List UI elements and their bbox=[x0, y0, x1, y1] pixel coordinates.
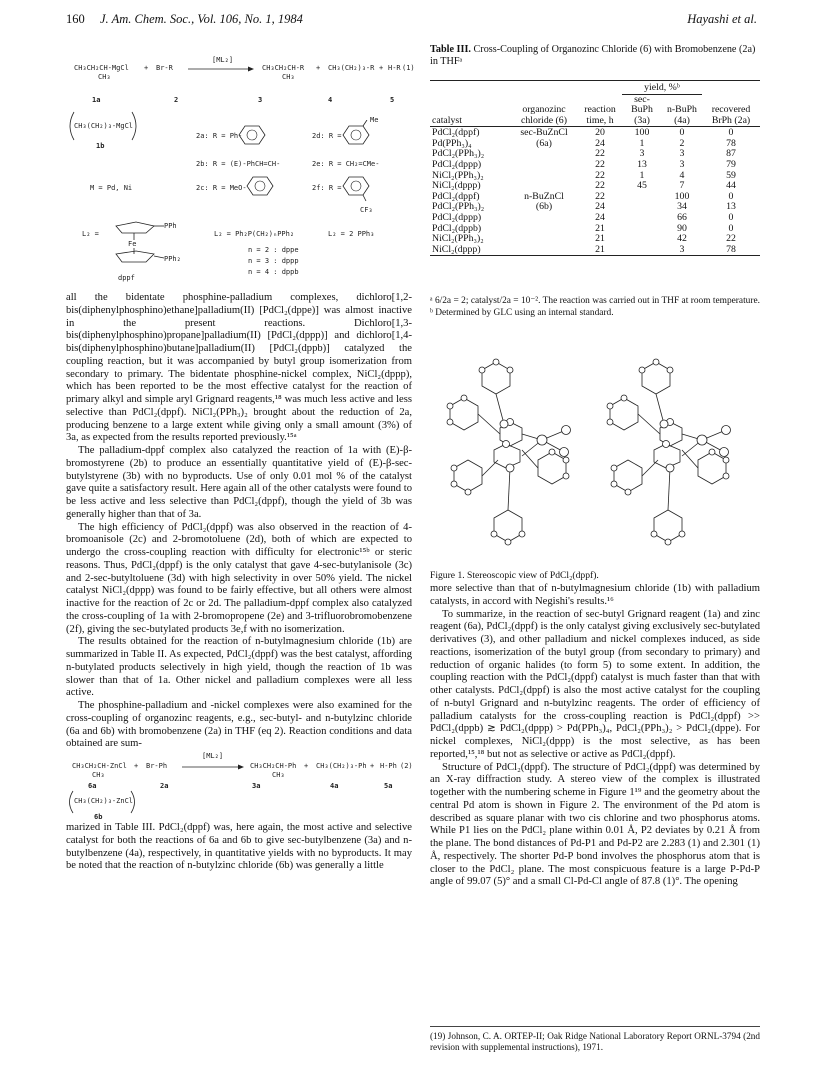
table-cell: NiCl₂(PPh₃)₂ bbox=[432, 169, 484, 181]
table-caption bbox=[430, 44, 760, 68]
table-row bbox=[430, 245, 760, 256]
table-cell: 1 bbox=[639, 137, 645, 149]
eq2-organozinc-methyl: CH₃ bbox=[92, 771, 105, 779]
table-cell bbox=[510, 149, 578, 160]
dppp-definition: n = 3 : dppp bbox=[248, 257, 299, 265]
table-cell: 34 bbox=[677, 201, 687, 213]
yield-group-header: yield, %ᵇ bbox=[622, 82, 702, 94]
r-2f: 2f: R = bbox=[312, 184, 342, 192]
iron-atom: Fe bbox=[128, 240, 137, 248]
table-cell: 22 bbox=[595, 180, 605, 192]
column-header: organozinc chloride (6) bbox=[521, 104, 567, 126]
reaction-scheme-eq2 bbox=[66, 744, 412, 820]
column-header: sec-BuPh (3a) bbox=[631, 93, 653, 126]
table-cell: 0 bbox=[728, 212, 734, 224]
table-cell: 22 bbox=[726, 233, 736, 245]
r-2c: 2c: R = MeO- bbox=[196, 184, 247, 192]
table-cell: 78 bbox=[726, 243, 736, 255]
table-cell: 87 bbox=[726, 148, 736, 160]
table-cell: 100 bbox=[634, 127, 650, 139]
table-cell: 20 bbox=[595, 127, 605, 139]
table-cell: PdCl₂(dppf) bbox=[432, 190, 480, 202]
table-cell: 0 bbox=[728, 127, 734, 139]
table-cell: 0 bbox=[679, 127, 685, 139]
table-cell: sec-BuZnCl bbox=[520, 127, 568, 139]
table-cell bbox=[622, 202, 662, 213]
table-cell: 45 bbox=[637, 180, 647, 192]
page-number: 160 bbox=[66, 12, 85, 26]
table-cell bbox=[622, 234, 662, 245]
table-cell: 90 bbox=[677, 222, 687, 234]
tolyl-ring-2d bbox=[342, 120, 372, 148]
eq2-product-reduced: H-Ph bbox=[380, 762, 397, 770]
ferrocene-structure bbox=[106, 218, 168, 270]
table-cell: (6b) bbox=[535, 201, 553, 213]
eq1-plus: + bbox=[144, 64, 149, 72]
eq2-plus: + bbox=[370, 762, 375, 770]
column-header: reaction time, h bbox=[584, 104, 616, 126]
table-footnote: ᵃ 6/2a = 2; catalyst/2a = 10⁻². The reaction was carried out in THF at room temperature. ᵇ Determined by GLC using an internal standard. bbox=[430, 296, 760, 318]
table-cell: 4 bbox=[679, 169, 685, 181]
table-cell: 21 bbox=[595, 233, 605, 245]
eq1-plus: + bbox=[379, 64, 384, 72]
l2-triphenylphosphine-label: L₂ = 2 PPh₃ bbox=[328, 230, 375, 238]
left-column-tail bbox=[66, 822, 412, 873]
table-cell: PdCl₂(dppp) bbox=[432, 159, 482, 171]
table-cell: 21 bbox=[595, 243, 605, 255]
anisyl-ring-2c bbox=[246, 175, 274, 197]
eq1-arrow bbox=[188, 65, 254, 73]
table-title: Cross-Coupling of Organozinc Chloride (6) with Bromobenzene (2a) in THFᵃ bbox=[430, 44, 756, 67]
label-2a: 2a bbox=[160, 782, 169, 790]
table-cell bbox=[510, 234, 578, 245]
table-cell: 1 bbox=[639, 169, 645, 181]
zinc-reagent-6b: CH₃(CH₂)₃-ZnCl bbox=[74, 797, 134, 805]
table-cell: 24 bbox=[595, 201, 605, 213]
table-cell bbox=[510, 160, 578, 171]
l2-diphosphine-label: L₂ = Ph₂P(CH₂)ₙPPh₂ bbox=[214, 230, 295, 238]
eq1-product-reduced: H-R bbox=[388, 64, 401, 72]
table-cell: PdCl₂(PPh₃)₂ bbox=[432, 201, 485, 213]
table-cell: 100 bbox=[674, 190, 690, 202]
eq2-product-sec: CH₃CH₂CH-Ph bbox=[250, 762, 297, 770]
ortep-drawing-right bbox=[607, 359, 731, 545]
eq2-product-sec-methyl: CH₃ bbox=[272, 771, 285, 779]
paragraph: The results obtained for the reaction of n-butylmagnesium chloride (1b) are summarized in Table II. As expected, PdCl₂(dppf) was the best catalyst, affording n-butylated products selectively in high yield, though the reaction of 1b was slower than that of 1a. Other nickel and palladium complexes were all less active. bbox=[66, 636, 412, 699]
r-2d: 2d: R = bbox=[312, 132, 342, 140]
table-cell bbox=[510, 213, 578, 224]
paragraph: marized in Table III. PdCl₂(dppf) was, here again, the most active and selective catalyst for both the reactions of 6a and 6b to give sec-butylbenzene (3a) and n-butylbenzene (4a), respectively, in quantitative yields with no byproducts. It may be noted that the reaction of n-butylzinc chloride (6b) was generally a little bbox=[66, 822, 412, 872]
figure-caption: Figure 1. Stereoscopic view of PdCl₂(dppf). bbox=[430, 570, 599, 581]
table-cell: 24 bbox=[595, 137, 605, 149]
table-cell: 42 bbox=[677, 233, 687, 245]
table-cell bbox=[622, 192, 662, 203]
table-cell: 66 bbox=[677, 212, 687, 224]
dppf-label: dppf bbox=[118, 274, 135, 282]
right-column-text bbox=[430, 583, 760, 889]
cf3-substituent: CF₃ bbox=[360, 206, 373, 214]
eq1-product-sec: CH₃CH₂CH-R bbox=[262, 64, 305, 72]
table-cell: 2 bbox=[679, 137, 685, 149]
paragraph: more selective than that of n-butylmagnesium chloride (1b) with palladium catalysts, in accord with Negishi's results.¹⁶ bbox=[430, 583, 760, 607]
label-4a: 4a bbox=[330, 782, 339, 790]
paragraph: The palladium-dppf complex also catalyzed the reaction of 1a with (E)-β-bromostyrene (2b) to produce an essentially quantitative yield of (E)-β-sec-butylstyrene (3b) with no byproducts. Use of only 0.01 mol % of the catalyst gave quite a satisfactory result. Here again all of the other catalysts were found to be less active and less selective than PdCl₂(dppf), though the yield of 3b was generally higher than that of 3a. bbox=[66, 445, 412, 520]
table-cell: PdCl₂(dppp) bbox=[432, 212, 482, 224]
table-cell: 3 bbox=[679, 159, 685, 171]
phosphine-top: PPh bbox=[164, 222, 177, 230]
table-cell: 22 bbox=[595, 159, 605, 171]
table-label: Table III. bbox=[430, 44, 471, 55]
trifluoromethylphenyl-ring-2f bbox=[342, 175, 370, 205]
table-cell: 3 bbox=[679, 243, 685, 255]
table-cell: NiCl₂(PPh₃)₂ bbox=[432, 233, 484, 245]
eq2-product-n: CH₃(CH₂)₃-Ph bbox=[316, 762, 367, 770]
ortep-drawing-left bbox=[447, 359, 571, 545]
table-cell bbox=[510, 245, 578, 256]
column-header: recovered BrPh (2a) bbox=[711, 104, 751, 126]
footnote-19: (19) Johnson, C. A. ORTEP-II; Oak Ridge National Laboratory Report ORNL-3794 (2nd revision with supplemental instructions), 1971. bbox=[430, 1026, 760, 1053]
table-cell: 44 bbox=[726, 180, 736, 192]
table-cell: 7 bbox=[679, 180, 685, 192]
phenyl-ring-2a bbox=[238, 124, 266, 146]
table-cell: 0 bbox=[728, 190, 734, 202]
figure-1-stereo-view bbox=[430, 340, 760, 564]
table-cell bbox=[622, 213, 662, 224]
l2-ferrocene-label: L₂ = bbox=[82, 230, 99, 238]
eq1-grignard-methyl: CH₃ bbox=[98, 73, 111, 81]
eq1-product-n: CH₃(CH₂)₃-R bbox=[328, 64, 375, 72]
table-iii bbox=[430, 80, 760, 256]
table-cell bbox=[622, 245, 662, 256]
table-cell: NiCl₂(dppp) bbox=[432, 180, 481, 192]
paragraph: Structure of PdCl₂(dppf). The structure of PdCl₂(dppf) was determined by an X-ray diffraction study. A stereo view of the complex is illustrated together with the numbering scheme in Figure 1¹⁹ and the geometry about the central Pd atom is shown in Figure 2. The environment of the Pd atom is described as square planar with two cis chlorine and two phosphorus atoms. While P1 lies on the PdCl₂ plane within 0.01 Å, P2 deviates by 0.21 Å from the plane. The bond distances of Pd-P1 and Pd-P2 are 2.283 (1) and 2.301 (1) Å, respectively. The shorter Pd-P bond involves the phosphorus atom that is closer to the PdCl₂ plane. The most conspicuous feature is a large P-Pd-P angle of 99.07 (5)° and a small Cl-Pd-Cl angle of 87.8 (1)°. The opening bbox=[430, 761, 760, 888]
table-cell: 22 bbox=[595, 190, 605, 202]
table-cell: Pd(PPh₃)₄ bbox=[432, 137, 472, 149]
paragraph: The high efficiency of PdCl₂(dppf) was also observed in the reaction of 4-bromoanisole (2c) and 2-bromotoluene (2d), both of which are expected to undergo the cross-coupling reaction with difficulty for electronic¹⁵ᵇ or steric reasons. Thus, PdCl₂(dppf) is the only catalyst that gave 4-sec-butylanisole (3c) and 2-sec-butyltoluene (3d) with high selectivity in over 50% yield. The nickel catalyst NiCl₂(dppp) was found to be fairly effective, but all others were almost inactive for the reaction of 2c or 2d. The palladium-dppf complex also catalyzed the cross-coupling of 1a with 2-bromopropene (2e) and 3-trifluorobromobenzene (2f), giving the sec-butylated products 3e,f with no isomerization. bbox=[66, 521, 412, 635]
eq1-catalyst: [ML₂] bbox=[212, 56, 234, 64]
eq1-halide: Br-R bbox=[156, 64, 173, 72]
eq1-grignard: CH₃CH₂CH-MgCl bbox=[74, 64, 129, 72]
table-cell: 78 bbox=[726, 137, 736, 149]
label-5: 5 bbox=[390, 96, 395, 104]
label-3a: 3a bbox=[252, 782, 261, 790]
table-cell: n-BuZnCl bbox=[524, 190, 564, 202]
table-cell: 24 bbox=[595, 212, 605, 224]
r-2a: 2a: R = Ph- bbox=[196, 132, 243, 140]
eq1-product-sec-methyl: CH₃ bbox=[282, 73, 295, 81]
eq2-organozinc: CH₃CH₂CH-ZnCl bbox=[72, 762, 127, 770]
table-cell: 13 bbox=[726, 201, 736, 213]
label-5a: 5a bbox=[384, 782, 393, 790]
dppe-definition: n = 2 : dppe bbox=[248, 246, 299, 254]
eq2-plus: + bbox=[134, 762, 139, 770]
label-6b: 6b bbox=[94, 813, 103, 821]
paragraph: To summarize, in the reaction of sec-butyl Grignard reagent (1a) and zinc reagent (6a), PdCl₂(dppf) is the only catalyst giving exclusively sec-butylated derivatives (3), and other palladium and nickel complexes induced, as side reactions, isomerization of the butyl group (from secondary to primary) and reduction of organic halides (to form 5) to some extent. In addition, the coupling reaction with the PdCl₂(dppf) catalyst is much faster than that with other catalysts. PdCl₂(dppf) is also the most active catalyst for the coupling of n-butyl Grignard and n-butylzinc reagents. The order of efficiency of palladium catalysts for the cross-coupling reaction is PdCl₂(dppf) >> PdCl₂(dppb) ≳ PdCl₂(dppp) > Pd(PPh₃)₄, PdCl₂(PPh₃)₂ > PdCl₂(dppe). For nickel complexes, NiCl₂(dppp) is the most selective, as has been reported,¹⁵,¹⁸ but not as selective or active as PdCl₂(dppf). bbox=[430, 608, 760, 760]
label-1b: 1b bbox=[96, 142, 105, 150]
table-cell: 22 bbox=[595, 148, 605, 160]
column-header: n-BuPh (4a) bbox=[667, 104, 697, 126]
eq1-plus: + bbox=[316, 64, 321, 72]
label-3: 3 bbox=[258, 96, 263, 104]
table-cell: PdCl₂(dppf) bbox=[432, 127, 480, 139]
eq2-bromobenzene: Br-Ph bbox=[146, 762, 168, 770]
table-cell: 59 bbox=[726, 169, 736, 181]
table-cell: 3 bbox=[639, 148, 645, 160]
r-2e: 2e: R = CH₂=CMe- bbox=[312, 160, 380, 168]
table-cell: NiCl₂(dppp) bbox=[432, 243, 481, 255]
table-cell: 21 bbox=[595, 222, 605, 234]
paragraph: The phosphine-palladium and -nickel complexes were also examined for the cross-coupling of organozinc reagents, e.g., sec-butyl- and n-butylzinc chloride (6a and 6b) with bromobenzene (2a) in THF (eq 2). Reaction conditions and data obtained are sum- bbox=[66, 700, 412, 750]
running-authors: Hayashi et al. bbox=[687, 12, 757, 26]
label-1a: 1a bbox=[92, 96, 101, 104]
paragraph: all the bidentate phosphine-palladium complexes, dichloro[1,2-bis(diphenylphosphino)ethane]palladium(II) [PdCl₂(dppe)] was almost inactive in the present reactions. Dichloro[1,3-bis(diphenylphosphino)propane]palladium(II) [PdCl₂(dppp)] and dichloro[1,4-bis(diphenylphosphino)butane]palladium(II) [PdCl₂(dppb)] catalyzed the coupling reaction, but it was accompanied by butyl group isomerization from secondary to primary. The bidentate phosphine-nickel complex, NiCl₂(dppp), which has been reported to be the most effective catalyst for the reaction of primary alkyl and simple aryl Grignard reagents,¹⁸ was much less active and less selective than PdCl₂(dppf). NiCl₂(PPh₃)₂ brought about the reduction of 2a, producing benzene to a large extent while giving only a small amount (3%) of 3a, as expected from the results reported previously.¹⁵ᵃ bbox=[66, 292, 412, 444]
column-header: catalyst bbox=[432, 114, 462, 126]
table-cell: 79 bbox=[726, 159, 736, 171]
dppb-definition: n = 4 : dppb bbox=[248, 268, 299, 276]
methyl-substituent: Me bbox=[370, 116, 379, 124]
grignard-1b: CH₃(CH₂)₃-MgCl bbox=[74, 122, 134, 130]
table-cell bbox=[622, 224, 662, 235]
eq1-number: (1) bbox=[402, 64, 415, 72]
table-cell: PdCl₂(dppb) bbox=[432, 222, 482, 234]
eq2-plus: + bbox=[304, 762, 309, 770]
table-cell: 22 bbox=[595, 169, 605, 181]
eq2-number: (2) bbox=[400, 762, 413, 770]
table-cell: 3 bbox=[679, 148, 685, 160]
eq2-arrow bbox=[182, 763, 244, 771]
r-2b: 2b: R = (E)-PhCH=CH- bbox=[196, 160, 281, 168]
table-cell: 0 bbox=[728, 222, 734, 234]
journal-citation: J. Am. Chem. Soc., Vol. 106, No. 1, 1984 bbox=[100, 12, 303, 26]
table-cell: PdCl₂(PPh₃)₂ bbox=[432, 148, 485, 160]
table-cell: 13 bbox=[637, 159, 647, 171]
metal-definition: M = Pd, Ni bbox=[90, 184, 133, 192]
table-cell: (6a) bbox=[536, 137, 552, 149]
label-6a: 6a bbox=[88, 782, 97, 790]
label-2: 2 bbox=[174, 96, 179, 104]
reaction-scheme-eq1 bbox=[66, 56, 415, 284]
phosphine-bottom: PPh₂ bbox=[164, 255, 181, 263]
eq2-catalyst: [ML₂] bbox=[202, 752, 224, 760]
label-4: 4 bbox=[328, 96, 333, 104]
left-column-text bbox=[66, 292, 412, 751]
table-cell bbox=[510, 224, 578, 235]
running-header bbox=[66, 12, 757, 30]
table-cell bbox=[510, 171, 578, 182]
